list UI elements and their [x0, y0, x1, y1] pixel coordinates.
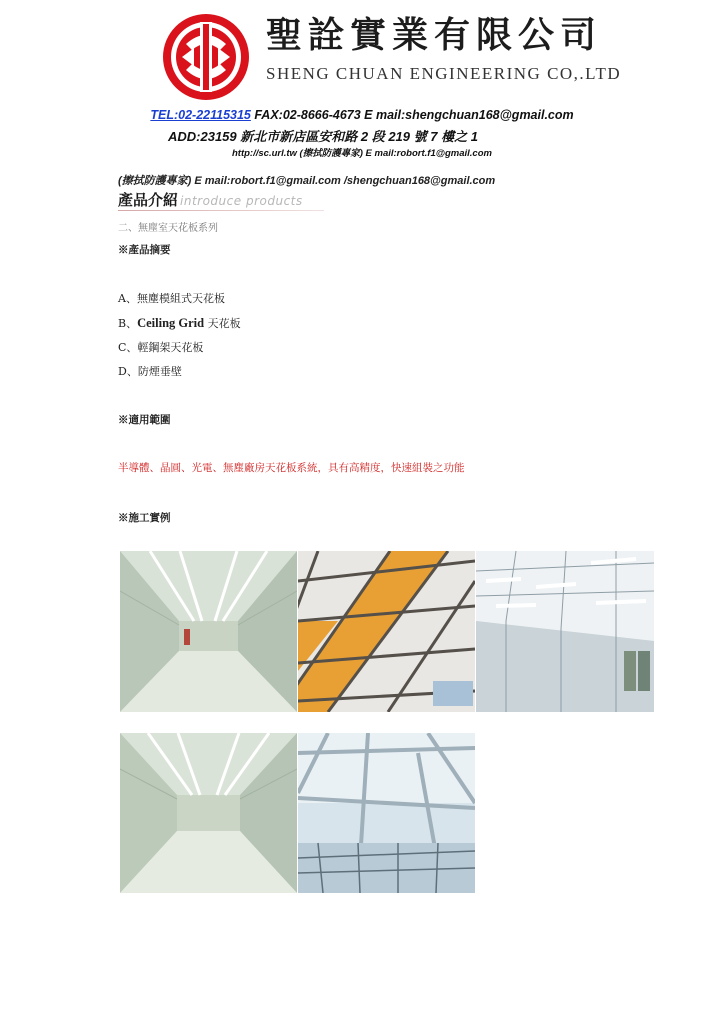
- product-prefix: C、: [118, 341, 138, 354]
- cleanroom-photo-4: [120, 733, 297, 893]
- emails-line: (擦拭防護專家) E mail:robort.f1@gmail.com /shengchuan168@gmail.com: [118, 175, 496, 187]
- series-title: 二、無塵室天花板系列: [118, 223, 218, 234]
- product-item-c: [118, 339, 203, 355]
- heading-cn: 產品介紹: [118, 191, 179, 209]
- product-suffix: 天花板: [204, 317, 241, 330]
- product-prefix: A、: [118, 292, 137, 305]
- product-name: 無塵模組式天花板: [136, 292, 225, 305]
- cleanroom-photo-3: [476, 551, 654, 712]
- summary-label: ※產品摘要: [118, 244, 171, 256]
- product-name: 防煙垂壁: [137, 365, 182, 378]
- product-prefix: D、: [118, 365, 138, 378]
- cleanroom-photo-1: [120, 551, 297, 712]
- product-prefix: B、: [118, 317, 138, 330]
- heading-divider: [118, 210, 324, 211]
- fax-email-text: FAX:02-8666-4673 E mail:shengchuan168@gmail.com: [250, 108, 574, 122]
- contact-line: [0, 108, 724, 122]
- company-logo-icon: [156, 12, 256, 102]
- product-item-a: [118, 290, 225, 306]
- scope-text: 半導體、晶圓、光電、無塵廠房天花板系統，具有高精度，快速組裝之功能: [118, 462, 465, 474]
- company-name-cn: 聖詮實業有限公司: [266, 14, 603, 56]
- cases-label: ※施工實例: [118, 512, 171, 524]
- heading-en: introduce products: [180, 194, 303, 208]
- ceiling-grid-photo-2: [298, 551, 475, 712]
- product-name: 輕鋼架天花板: [137, 341, 204, 354]
- scope-label: ※適用範圍: [118, 414, 171, 426]
- address-line: ADD:23159 新北市新店區安和路 2 段 219 號 7 樓之 1: [168, 129, 478, 144]
- ceiling-grid-photo-5: [298, 733, 475, 893]
- company-name-en: SHENG CHUAN ENGINEERING CO,.LTD: [266, 64, 622, 83]
- tel-link[interactable]: TEL:02-22115315: [150, 108, 251, 122]
- product-item-d: [118, 363, 182, 379]
- product-name-bold: Ceiling Grid: [137, 316, 205, 330]
- url-email-line: http://sc.url.tw (擦拭防護專家) E mail:robort.f1@gmail.com: [232, 148, 492, 159]
- product-item-b: [118, 315, 241, 331]
- section-heading: [118, 189, 303, 210]
